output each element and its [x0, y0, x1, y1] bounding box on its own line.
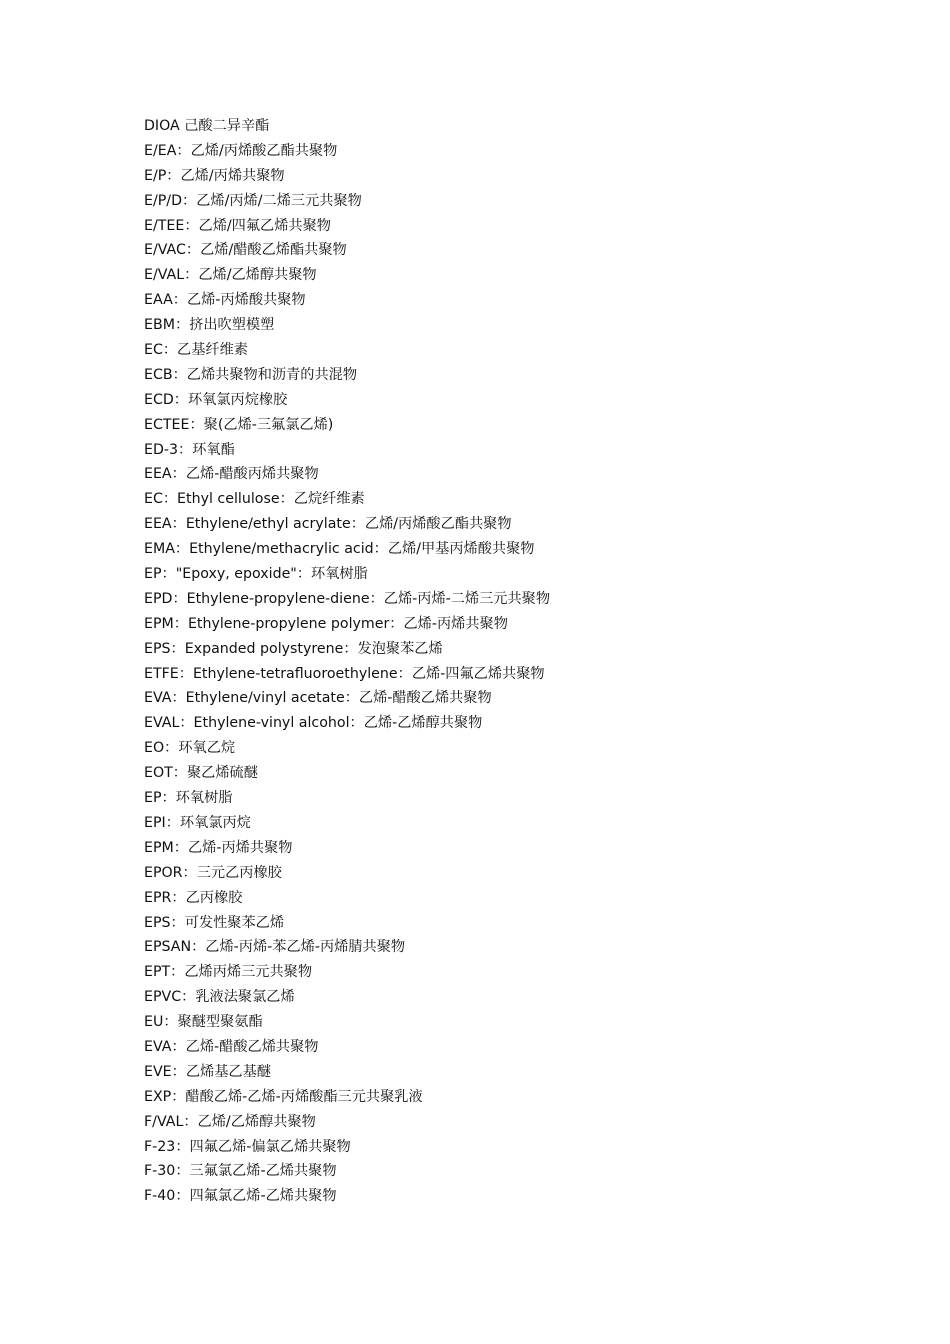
abbreviation-list [144, 114, 904, 1209]
list-item: EPVC：乳液法聚氯乙烯 [144, 989, 295, 1006]
list-item: EEA：Ethylene/ethyl acrylate：乙烯/丙烯酸乙酯共聚物 [144, 516, 512, 533]
list-item: EU：聚醚型聚氨酯 [144, 1014, 263, 1031]
list-item: E/TEE：乙烯/四氟乙烯共聚物 [144, 217, 331, 234]
list-item: EPS：可发性聚苯乙烯 [144, 914, 285, 931]
list-item: EPM：乙烯-丙烯共聚物 [144, 839, 293, 856]
list-item: E/VAC：乙烯/醋酸乙烯酯共聚物 [144, 242, 347, 259]
list-item: EPS：Expanded polystyrene：发泡聚苯乙烯 [144, 640, 443, 657]
list-item: EBM：挤出吹塑模塑 [144, 317, 275, 334]
list-item: ETFE：Ethylene-tetrafluoroethylene：乙烯-四氟乙烯共聚物 [144, 665, 545, 682]
list-item: EPI：环氧氯丙烷 [144, 814, 251, 831]
list-item: EPOR：三元乙丙橡胶 [144, 864, 282, 881]
list-item: EEA：乙烯-醋酸丙烯共聚物 [144, 466, 319, 483]
list-item: EP：环氧树脂 [144, 790, 233, 807]
list-item: E/P/D：乙烯/丙烯/二烯三元共聚物 [144, 192, 362, 209]
list-item: ECTEE：聚(乙烯-三氟氯乙烯) [144, 416, 334, 433]
list-item: EC：Ethyl cellulose：乙烷纤维素 [144, 491, 365, 508]
list-item: EMA：Ethylene/methacrylic acid：乙烯/甲基丙烯酸共聚物 [144, 541, 535, 558]
list-item: EPM：Ethylene-propylene polymer：乙烯-丙烯共聚物 [144, 615, 508, 632]
list-item: EXP：醋酸乙烯-乙烯-丙烯酸酯三元共聚乳液 [144, 1088, 423, 1105]
list-item: ECD：环氧氯丙烷橡胶 [144, 391, 288, 408]
list-item: EPR：乙丙橡胶 [144, 889, 243, 906]
list-item: EPT：乙烯丙烯三元共聚物 [144, 964, 313, 981]
list-item: E/VAL：乙烯/乙烯醇共聚物 [144, 267, 317, 284]
list-item: DIOA 己酸二异辛酯 [144, 118, 270, 134]
list-item: EPSAN：乙烯-丙烯-苯乙烯-丙烯腈共聚物 [144, 939, 406, 956]
list-item: F-23：四氟乙烯-偏氯乙烯共聚物 [144, 1138, 351, 1155]
list-item: F/VAL：乙烯/乙烯醇共聚物 [144, 1113, 316, 1130]
list-item: EAA：乙烯-丙烯酸共聚物 [144, 292, 306, 309]
list-item: EO：环氧乙烷 [144, 740, 236, 757]
list-item: EVE：乙烯基乙基醚 [144, 1063, 271, 1080]
list-item: ED-3：环氧酯 [144, 441, 235, 458]
list-item: EP："Epoxy, epoxide"：环氧树脂 [144, 566, 368, 583]
list-item: EPD：Ethylene-propylene-diene：乙烯-丙烯-二烯三元共聚物 [144, 590, 551, 607]
list-item: EVA：Ethylene/vinyl acetate：乙烯-醋酸乙烯共聚物 [144, 690, 492, 707]
list-item: EVAL：Ethylene-vinyl alcohol：乙烯-乙烯醇共聚物 [144, 715, 483, 732]
list-item: F-40：四氟氯乙烯-乙烯共聚物 [144, 1188, 337, 1205]
list-item: EC：乙基纤维素 [144, 342, 248, 359]
list-item: E/EA：乙烯/丙烯酸乙酯共聚物 [144, 142, 338, 159]
list-item: ECB：乙烯共聚物和沥青的共混物 [144, 366, 358, 383]
list-item: EVA：乙烯-醋酸乙烯共聚物 [144, 1038, 319, 1055]
list-item: F-30：三氟氯乙烯-乙烯共聚物 [144, 1163, 337, 1180]
list-item: E/P：乙烯/丙烯共聚物 [144, 167, 285, 184]
list-item: EOT：聚乙烯硫醚 [144, 765, 258, 782]
